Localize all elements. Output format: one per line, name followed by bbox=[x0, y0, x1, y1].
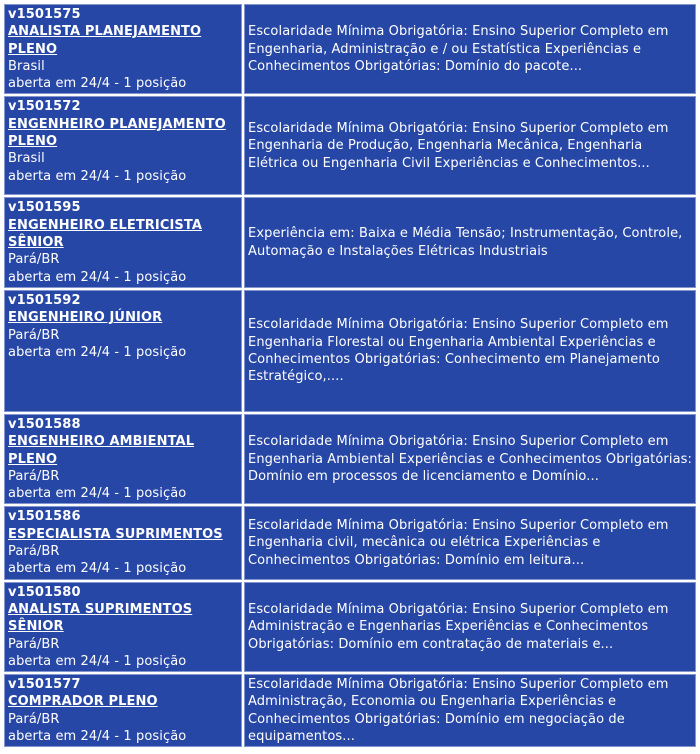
job-description: Escolaridade Mínima Obrigatória: Ensino Superior Completo em Engenharia Florestal ou Engenharia Ambiental Experiências e Conhecimentos Obrigatórias: Conhecimento em Planejamento Estratégico,.... bbox=[248, 317, 669, 385]
job-description-cell bbox=[244, 96, 696, 195]
job-opened-date: aberta em 24/4 - 1 posição bbox=[8, 486, 187, 502]
job-description: Experiência em: Baixa e Média Tensão; Instrumentação, Controle, Automação e Instalações Elétricas Industriais bbox=[248, 226, 683, 259]
job-row bbox=[4, 4, 696, 94]
job-description: Escolaridade Mínima Obrigatória: Ensino Superior Completo em Engenharia de Produção, Engenharia Mecânica, Engenharia Elétrica ou Engenharia Civil Experiências e Conhecimentos... bbox=[248, 121, 669, 171]
job-code: v1501592 bbox=[8, 292, 81, 308]
job-title-link[interactable]: ENGENHEIRO PLANEJAMENTO PLENO bbox=[8, 116, 226, 150]
job-title-link[interactable]: ENGENHEIRO JÚNIOR bbox=[8, 310, 163, 326]
job-description: Escolaridade Mínima Obrigatória: Ensino Superior Completo em Administração e Engenharias Experiências e Conhecimentos Obrigatórias: Domínio em contratação de materiais e... bbox=[248, 601, 669, 652]
job-location: Brasil bbox=[8, 58, 45, 74]
job-description-cell bbox=[244, 4, 696, 94]
job-summary-cell bbox=[4, 197, 242, 287]
job-summary-cell bbox=[4, 414, 242, 504]
job-location: Pará/BR bbox=[8, 544, 60, 560]
job-title-link[interactable]: ESPECIALISTA SUPRIMENTOS bbox=[8, 526, 223, 542]
job-code: v1501577 bbox=[8, 677, 81, 693]
job-description-cell bbox=[244, 582, 696, 672]
job-description: Escolaridade Mínima Obrigatória: Ensino Superior Completo em Engenharia civil, mecânica ou elétrica Experiências e Conhecimentos Obrigatórias: Domínio em leitura... bbox=[248, 518, 669, 568]
job-description: Escolaridade Mínima Obrigatória: Ensino Superior Completo em Administração, Economia ou Engenharia Experiências e Conhecimentos Obrigatórias: Domínio em negociação de equipamentos... bbox=[248, 677, 669, 745]
job-summary-cell bbox=[4, 506, 242, 579]
job-summary-cell bbox=[4, 290, 242, 412]
job-row bbox=[4, 506, 696, 579]
job-opened-date: aberta em 24/4 - 1 posição bbox=[8, 76, 187, 92]
job-summary-cell bbox=[4, 4, 242, 94]
job-summary-cell bbox=[4, 674, 242, 747]
job-listings-table bbox=[2, 2, 698, 749]
job-row bbox=[4, 197, 696, 287]
job-code: v1501595 bbox=[8, 200, 81, 216]
job-opened-date: aberta em 24/4 - 1 posição bbox=[8, 729, 187, 745]
job-opened-date: aberta em 24/4 - 1 posição bbox=[8, 168, 187, 184]
job-location: Brasil bbox=[8, 151, 45, 167]
job-description-cell bbox=[244, 414, 696, 504]
job-location: Pará/BR bbox=[8, 636, 60, 652]
job-title-link[interactable]: ANALISTA PLANEJAMENTO PLENO bbox=[8, 24, 202, 57]
job-summary-cell bbox=[4, 96, 242, 195]
job-opened-date: aberta em 24/4 - 1 posição bbox=[8, 653, 187, 669]
job-code: v1501586 bbox=[8, 509, 81, 525]
job-opened-date: aberta em 24/4 - 1 posição bbox=[8, 344, 187, 360]
job-row bbox=[4, 414, 696, 504]
job-opened-date: aberta em 24/4 - 1 posição bbox=[8, 561, 187, 577]
job-location: Pará/BR bbox=[8, 327, 60, 343]
job-description: Escolaridade Mínima Obrigatória: Ensino Superior Completo em Engenharia Ambiental Experiências e Conhecimentos Obrigatórias: Domínio em processos de licenciamento e Domínio... bbox=[248, 434, 692, 484]
job-row bbox=[4, 582, 696, 672]
job-code: v1501575 bbox=[8, 7, 81, 22]
job-description-cell bbox=[244, 506, 696, 579]
job-row bbox=[4, 674, 696, 747]
job-description-cell bbox=[244, 674, 696, 747]
job-title-link[interactable]: ENGENHEIRO ELETRICISTA SÊNIOR bbox=[8, 217, 202, 251]
job-summary-cell bbox=[4, 582, 242, 672]
job-title-link[interactable]: ANALISTA SUPRIMENTOS SÊNIOR bbox=[8, 601, 193, 635]
job-description-cell bbox=[244, 197, 696, 287]
job-code: v1501588 bbox=[8, 416, 81, 432]
job-row bbox=[4, 290, 696, 412]
job-description-cell bbox=[244, 290, 696, 412]
job-code: v1501572 bbox=[8, 99, 81, 115]
job-code: v1501580 bbox=[8, 584, 81, 600]
job-title-link[interactable]: ENGENHEIRO AMBIENTAL PLENO bbox=[8, 434, 195, 467]
job-description: Escolaridade Mínima Obrigatória: Ensino Superior Completo em Engenharia, Administração e / ou Estatística Experiências e Conhecimentos Obrigatórias: Domínio do pacote... bbox=[248, 24, 669, 74]
job-location: Pará/BR bbox=[8, 711, 60, 727]
job-row bbox=[4, 96, 696, 195]
job-title-link[interactable]: COMPRADOR PLENO bbox=[8, 694, 158, 710]
job-location: Pará/BR bbox=[8, 252, 60, 268]
job-opened-date: aberta em 24/4 - 1 posição bbox=[8, 269, 187, 285]
job-location: Pará/BR bbox=[8, 468, 60, 484]
